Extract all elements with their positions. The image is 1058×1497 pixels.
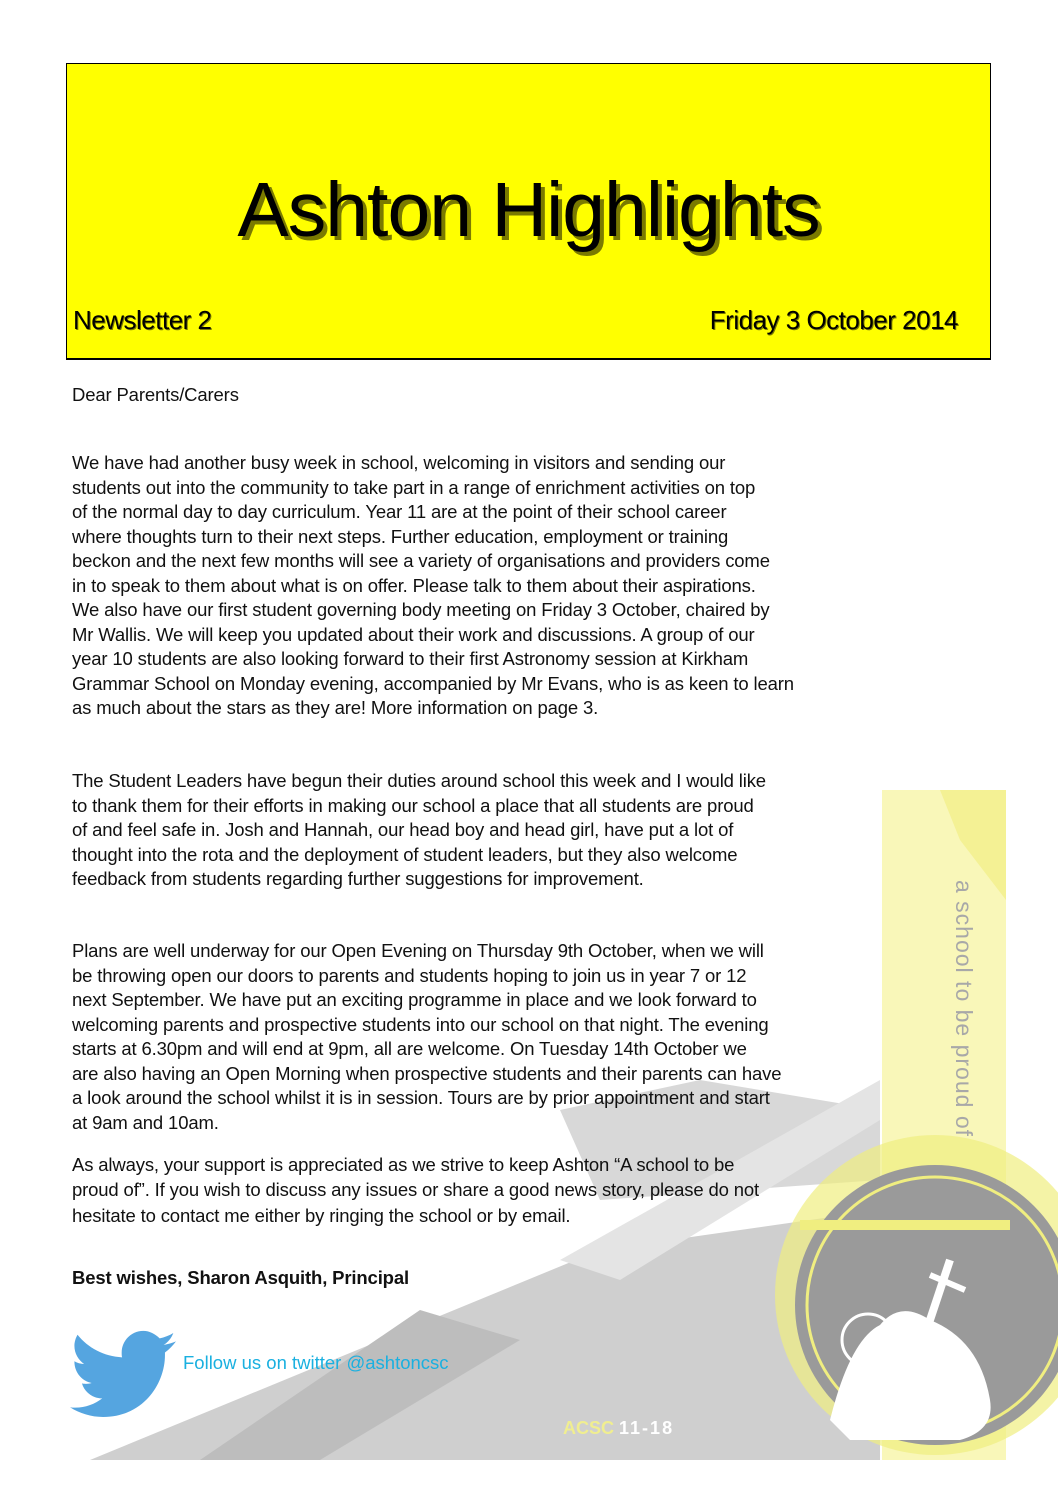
school-motto: a school to be proud of — [951, 880, 977, 1137]
twitter-follow-link[interactable]: Follow us on twitter @ashtoncsc — [183, 1352, 449, 1373]
text-line: We also have our first student governing body meeting on Friday 3 October, chaired by — [72, 599, 770, 620]
signoff: Best wishes, Sharon Asquith, Principal — [72, 1267, 409, 1288]
masthead — [66, 63, 991, 360]
paragraph-2 — [72, 769, 766, 892]
newsletter-title: Ashton Highlights — [237, 167, 820, 253]
text-line: welcoming parents and prospective students into our school on that night. The evening — [72, 1013, 769, 1035]
twitter-bird-icon — [70, 1330, 176, 1420]
text-line: as much about the stars as they are! More information on page 3. — [72, 697, 599, 718]
text-line: of and feel safe in. Josh and Hannah, our head boy and head girl, have put a lot of — [72, 819, 734, 840]
text-line: We have had another busy week in school, welcoming in visitors and sending our — [72, 452, 726, 473]
text-line: Mr Wallis. We will keep you updated about their work and discussions. A group of our — [72, 623, 755, 645]
paragraph-4 — [72, 1153, 759, 1229]
text-line: As always, your support is appreciated as we strive to keep Ashton “A school to be — [72, 1154, 735, 1175]
school-badge-label — [563, 1418, 674, 1439]
text-line: at 9am and 10am. — [72, 1111, 219, 1133]
text-line: to thank them for their efforts in making our school a place that all students are proud — [72, 794, 754, 816]
badge-range: 11-18 — [619, 1418, 675, 1438]
paragraph-1 — [72, 451, 794, 721]
paragraph-3 — [72, 939, 781, 1135]
text-line: feedback from students regarding further suggestions for improvement. — [72, 868, 644, 889]
text-line: hesitate to contact me either by ringing the school or by email. — [72, 1205, 571, 1226]
text-line: proud of”. If you wish to discuss any issues or share a good news story, please do not — [72, 1178, 760, 1200]
issue-date: Friday 3 October 2014 — [709, 305, 958, 335]
text-line: Grammar School on Monday evening, accompanied by Mr Evans, who is as keen to learn — [72, 672, 794, 694]
text-line: in to speak to them about what is on offer. Please talk to them about their aspirations. — [72, 574, 756, 596]
text-line: The Student Leaders have begun their duties around school this week and I would like — [72, 770, 766, 791]
issue-number: Newsletter 2 — [73, 305, 212, 335]
text-line: students out into the community to take part in a range of enrichment activities on top — [72, 476, 756, 498]
text-line: of the normal day to day curriculum. Year 11 are at the point of their school career — [72, 501, 727, 522]
text-line: Plans are well underway for our Open Evening on Thursday 9th October, when we will — [72, 940, 764, 961]
text-line: are also having an Open Morning when prospective students and their parents can have — [72, 1062, 782, 1084]
text-line: thought into the rota and the deployment of student leaders, but they also welcome — [72, 843, 738, 865]
text-line: where thoughts turn to their next steps. Further education, employment or training — [72, 525, 729, 547]
text-line: starts at 6.30pm and will end at 9pm, all are welcome. On Tuesday 14th October we — [72, 1038, 747, 1059]
text-line: be throwing open our doors to parents and students hoping to join us in year 7 or 12 — [72, 964, 747, 986]
text-line: year 10 students are also looking forward to their first Astronomy session at Kirkham — [72, 648, 749, 669]
badge-prefix: ACSC — [563, 1418, 615, 1438]
text-line: a look around the school whilst it is in session. Tours are by prior appointment and start — [72, 1087, 770, 1108]
text-line: next September. We have put an exciting programme in place and we look forward to — [72, 989, 757, 1010]
salutation: Dear Parents/Carers — [72, 384, 239, 405]
text-line: beckon and the next few months will see a variety of organisations and providers come — [72, 550, 770, 571]
